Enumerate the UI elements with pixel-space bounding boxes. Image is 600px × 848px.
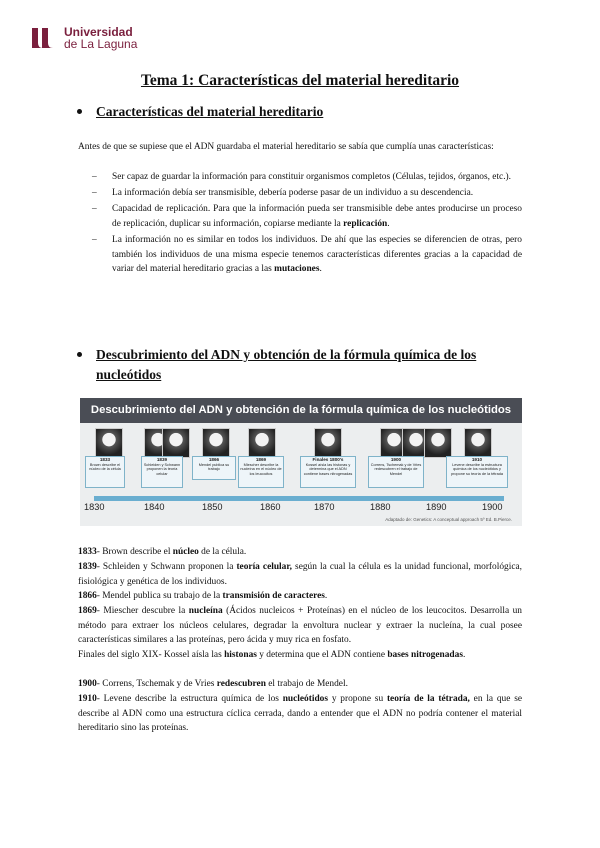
- section2-heading-line1: Descubrimiento del ADN y obtención de la fórmula química de los: [96, 347, 477, 362]
- university-name: Universidad: [64, 25, 133, 39]
- portrait-image: [248, 428, 276, 458]
- timeline-entry: 1869- Miescher descubre la nucleína (Ácidos nucleicos + Proteínas) en el núcleo de los leucocitos. Desarrolla un método para extraer los núcleos celulares, degradar la envoltura nuclear y extraer la nucleína, la cual posee características similares a las proteínas, pero ácida y muy rica en fosfato.: [78, 606, 522, 646]
- portrait-image: [464, 428, 492, 458]
- portrait-image: [314, 428, 342, 458]
- bullet-icon: [77, 352, 82, 357]
- portrait-image: [424, 428, 452, 458]
- timeline-tick: 1860: [260, 502, 281, 512]
- timeline-card: 1869 Miescher describe la nucleína en el núcleo de los leucocitos: [238, 456, 284, 488]
- portrait-image: [95, 428, 123, 458]
- timeline-card: 1900 Correns, Tschemak y de Vries redescubren el trabajo de Mendel: [368, 456, 424, 488]
- section2-heading-line2: nucleótidos: [96, 367, 162, 382]
- timeline-entry: 1900- Correns, Tschemak y de Vries redescubren el trabajo de Mendel.: [78, 679, 348, 689]
- portrait-image: [202, 428, 230, 458]
- list-item: – Ser capaz de guardar la información para constituir organismos completos (Células, tejidos, órganos, etc.).: [92, 172, 512, 182]
- timeline-bar: [94, 496, 504, 501]
- portrait-image: [162, 428, 190, 458]
- timeline-entry: 1910- Levene describe la estructura química de los nucleótidos y propone su teoría de la tétrada, en la que se describe al ADN como una estructura cíclica cerrada, dando a entender que el ADN no podría contener el material hereditario sino las proteínas.: [78, 694, 522, 734]
- timeline-tick: 1870: [314, 502, 335, 512]
- timeline-tick: 1850: [202, 502, 223, 512]
- timeline-card: 1910 Levene describe la estructura química de los nucleótidos y propone su teoría de la tétrada: [446, 456, 508, 488]
- timeline-card: 1839 Schleiden y Schwann proponen la teoría celular: [141, 456, 183, 488]
- section1-heading-text: Características del material hereditario: [96, 104, 324, 119]
- list-item: – La información no es similar en todos los individuos. De ahí que las especies se diferencien de otras, pero también los individuos de una misma especie tenemos características diferentes gracias a la capacidad de variar del material hereditario gracias a las mutaciones.: [92, 235, 522, 275]
- timeline-tick: 1830: [84, 502, 105, 512]
- university-location: de La Laguna: [64, 37, 138, 51]
- timeline-tick: 1840: [144, 502, 165, 512]
- timeline-entry: Finales del siglo XIX- Kossel aísla las histonas y determina que el ADN contiene bases nitrogenadas.: [78, 650, 466, 660]
- timeline-tick: 1880: [370, 502, 391, 512]
- timeline-entry: 1839- Schleiden y Schwann proponen la teoría celular, según la cual la célula es la unidad funcional, morfológica, fisiológica y genética de los individuos.: [78, 562, 522, 587]
- figure-title: Descubrimiento del ADN y obtención de la fórmula química de los nucleótidos: [80, 398, 522, 423]
- timeline-entry: 1866- Mendel publica su trabajo de la transmisión de caracteres.: [78, 591, 328, 601]
- section1-heading: [96, 104, 323, 120]
- section2-heading: [96, 345, 476, 385]
- timeline-tick: 1890: [426, 502, 447, 512]
- timeline-entry: 1833- Brown describe el núcleo de la célula.: [78, 547, 247, 557]
- bullet-icon: [77, 109, 82, 114]
- figure-credit: Adaptado de: Genetics: A conceptual approach 5º Ed. B.Pierce.: [385, 517, 512, 522]
- ull-logo-icon: [30, 26, 56, 50]
- timeline-card: 1833 Brown describe el núcleo de la célula: [85, 456, 125, 488]
- list-item: – La información debía ser transmisible, debería poderse pasar de un individuo a su descendencia.: [92, 188, 474, 199]
- section1-intro: Antes de que se supiese que el ADN guardaba el material hereditario se sabía que cumplía unas características:: [78, 142, 494, 152]
- list-item: – Capacidad de replicación. Para que la información pueda ser transmisible debe antes producirse un proceso de replicación, duplicar su información, copiarse mediante la replicación.: [92, 204, 522, 229]
- characteristics-list: [78, 170, 522, 279]
- timeline-tick: 1900: [482, 502, 503, 512]
- university-logo: [30, 26, 137, 50]
- page-title: Tema 1: Características del material hereditario: [140, 72, 460, 89]
- timeline-card: Finales 1800's Kossel aísla las histonas y determina que el ADN contiene bases nitrogenadas: [300, 456, 356, 488]
- discovery-timeline-figure: [80, 398, 522, 526]
- timeline-card: 1866 Mendel publica su trabajo: [192, 456, 236, 480]
